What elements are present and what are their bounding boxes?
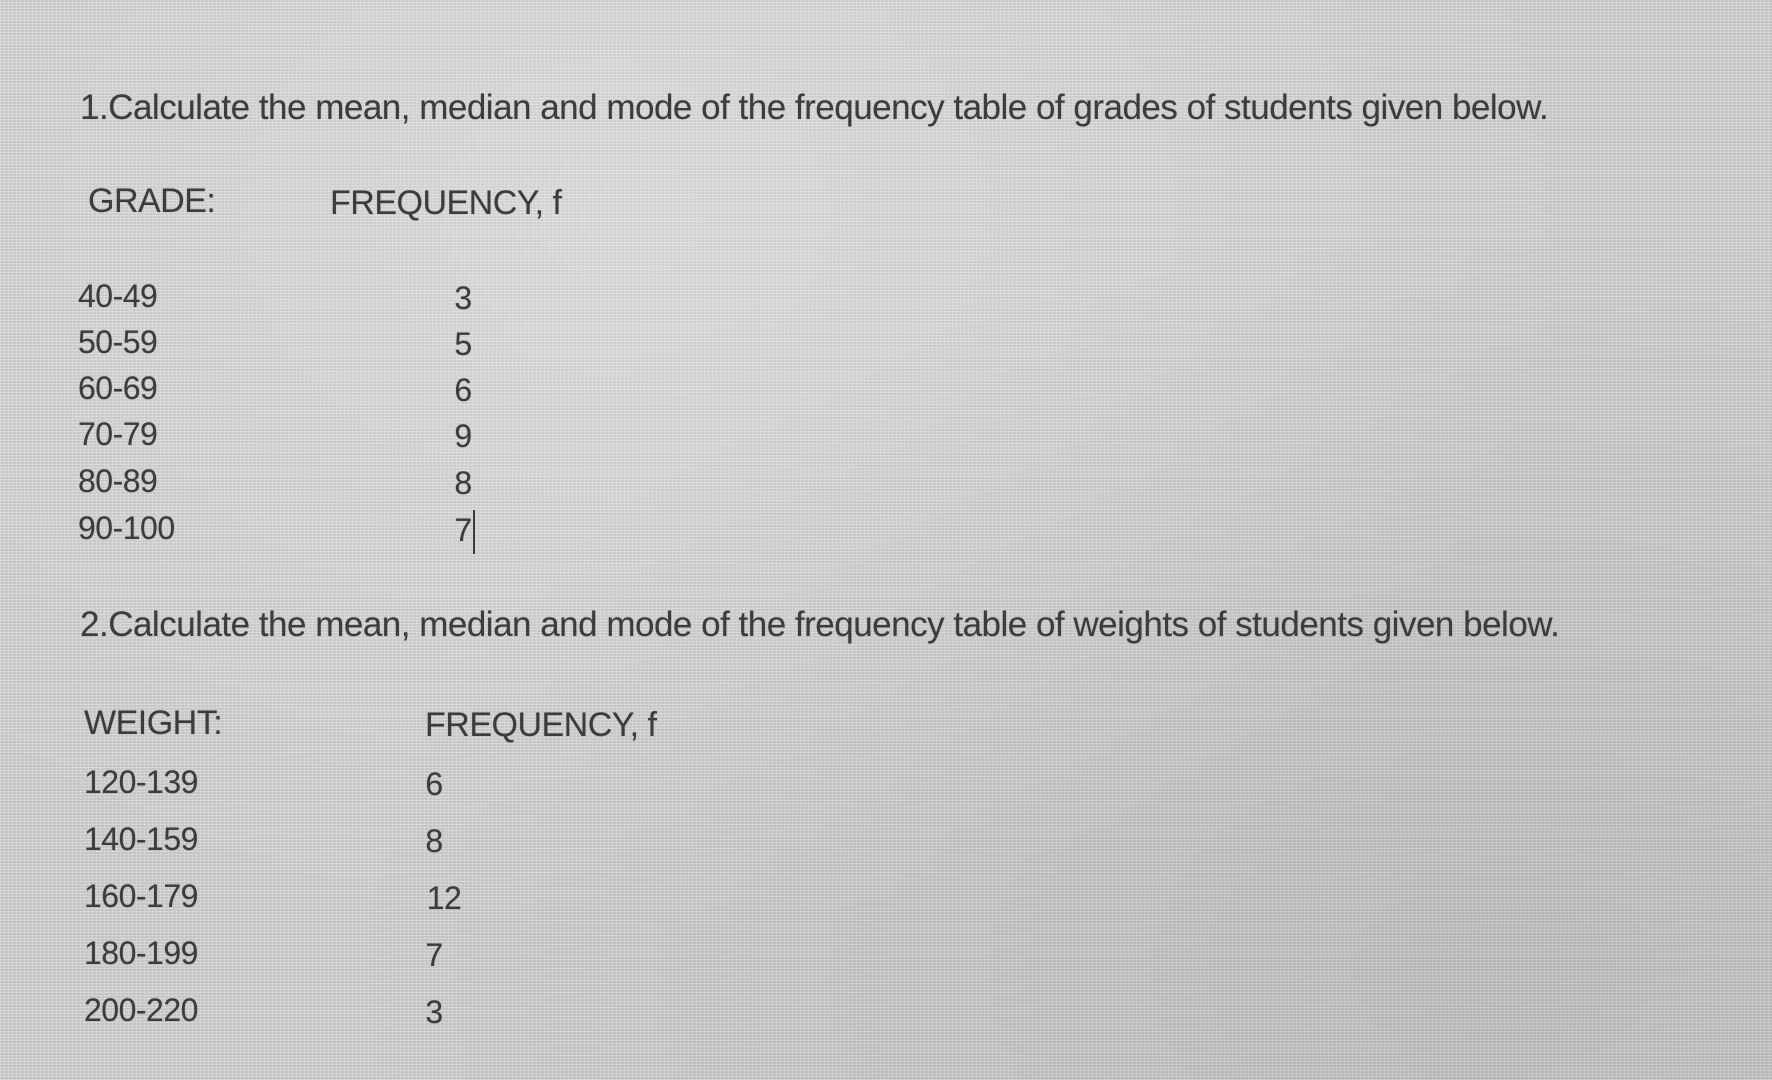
frequency-cell: 12 [426, 880, 462, 916]
question-1-text: 1.Calculate the mean, median and mode of the frequency table of grades of students given below. [80, 88, 1549, 127]
frequency-cell: 3 [454, 280, 472, 316]
weight-cell: 120-139 [84, 764, 198, 800]
text-cursor [473, 510, 475, 554]
frequency-cell: 8 [425, 823, 443, 859]
grade-cell: 80-89 [78, 463, 158, 499]
grade-cell: 40-49 [78, 278, 158, 314]
grade-cell: 60-69 [78, 370, 158, 406]
frequency-cell: 8 [454, 465, 472, 501]
frequency-cell: 9 [454, 418, 472, 454]
frequency-cell: 6 [454, 372, 472, 408]
frequency-cell: 3 [425, 994, 443, 1030]
grade-cell: 70-79 [78, 416, 158, 452]
grade-column-header: GRADE: [88, 182, 216, 220]
grade-cell: 90-100 [78, 510, 175, 546]
frequency-cell: 7 [454, 512, 472, 548]
weight-cell: 160-179 [84, 878, 198, 914]
frequency-cell: 6 [425, 766, 443, 802]
weight-column-header: WEIGHT: [84, 704, 223, 742]
weight-cell: 180-199 [84, 935, 198, 971]
frequency-cell: 7 [425, 937, 443, 973]
weight-cell: 200-220 [84, 992, 198, 1028]
frequency-column-header: FREQUENCY, f [425, 706, 657, 744]
weight-cell: 140-159 [84, 821, 198, 857]
question-2-text: 2.Calculate the mean, median and mode of the frequency table of weights of students given below. [80, 605, 1560, 644]
frequency-column-header: FREQUENCY, f [330, 184, 562, 222]
frequency-cell: 5 [454, 326, 472, 362]
grade-cell: 50-59 [78, 324, 158, 360]
